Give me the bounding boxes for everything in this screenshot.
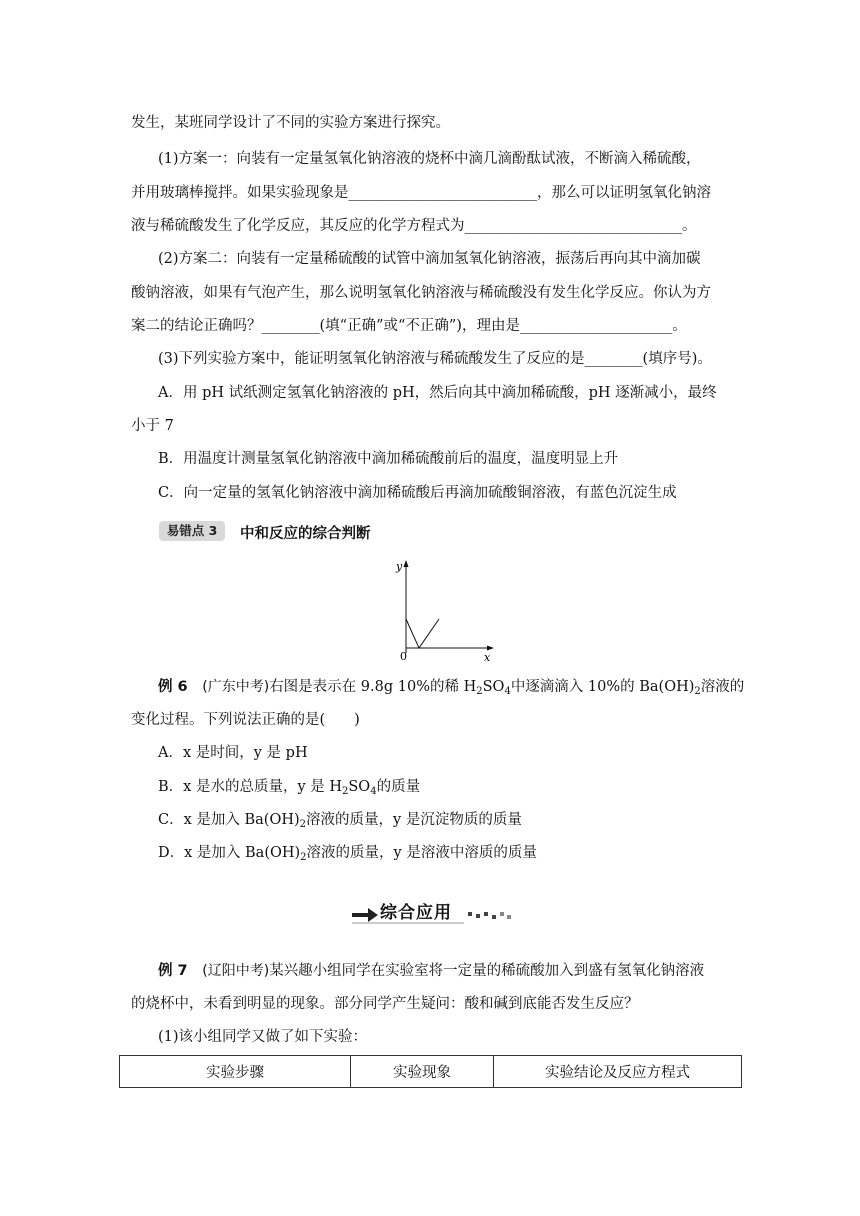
option-a-line-1: A．用 pH 试纸测定氢氧化钠溶液的 pH，然后向其中滴加稀硫酸，pH 逐渐减小，最终 [158,385,717,401]
x-axis-label: x [484,651,491,664]
example6-text-a: 右图是表示在 9.8g 10%的稀 H [269,679,477,695]
q2-line-2: 酸钠溶液，如果有气泡产生，那么说明氢氧化钠溶液与稀硫酸没有发生化学反应。你认为方 [131,285,711,301]
example6-source: (广东中考) [202,679,270,695]
sub: 2 [476,686,483,697]
sub: 4 [370,786,377,797]
sub: 4 [504,686,511,697]
opt-b-b: SO [348,779,371,795]
opt-c-b: 溶液的质量，y 是沉淀物质的质量 [306,812,522,828]
example7-number: 例 7 [158,963,188,979]
example7-source: (辽阳中考) [202,963,270,979]
option-c: C．向一定量的氢氧化钠溶液中滴加稀硫酸后再滴加硫酸铜溶液，有蓝色沉淀生成 [158,485,677,501]
example6-option-d [158,843,537,863]
opt-d-b: 溶液的质量，y 是溶液中溶质的质量 [306,845,537,861]
opt-c-a: C．x 是加入 Ba(OH) [158,812,300,828]
table-header-row [120,1056,742,1088]
example6-number: 例 6 [158,679,188,695]
opt-b-c: 的质量 [376,779,421,795]
opt-b-a: B．x 是水的总质量，y 是 H [158,779,342,795]
table-header-cell: 实验结论及反应方程式 [494,1056,742,1088]
example7-line-1 [158,961,704,981]
section-title: 中和反应的综合判断 [240,526,371,542]
sub: 2 [342,786,349,797]
opt-d-a: D．x 是加入 Ba(OH) [158,845,301,861]
example6-text-b: SO [482,679,505,695]
y-axis-label: y [396,560,403,573]
example7-line-3: (1)该小组同学又做了如下实验： [158,1029,368,1045]
example7-line-2: 的烧杯中，未看到明显的现象。部分同学产生疑问：酸和碱到底能否发生反应？ [131,996,639,1012]
q1-line-1: (1)方案一：向装有一定量氢氧化钠溶液的烧杯中滴几滴酚酞试液，不断滴入稀硫酸， [158,151,701,167]
q2-line-3: 案二的结论正确吗？________(填“正确”或“不正确”)，理由是_____________________。 [131,318,687,334]
graph-figure [390,558,500,664]
option-b: B．用温度计测量氢氧化钠溶液中滴加稀硫酸前后的温度，温度明显上升 [158,451,619,467]
experiment-table [119,1055,742,1088]
para-line-1: 发生，某班同学设计了不同的实验方案进行探究。 [131,115,450,131]
q1-line-3: 液与稀硫酸发生了化学反应，其反应的化学方程式为______________________________。 [131,218,697,234]
q2-line-1: (2)方案二：向装有一定量稀硫酸的试管中滴加氢氧化钠溶液，振荡后再向其中滴加碳 [158,251,701,267]
example6-text-d: 溶液的 [700,679,745,695]
section-tag: 易错点 3 [159,521,225,541]
option-a-line-2: 小于 7 [131,418,174,434]
sub: 2 [300,852,307,863]
example6-option-b [158,777,420,797]
origin-label: 0 [400,650,407,663]
example6-option-c [158,810,522,830]
q1-line-2: 并用玻璃棒搅拌。如果实验现象是__________________________，那么可以证明氢氧化钠溶 [131,185,711,201]
example6-text-c: 中逐滴滴入 10%的 Ba(OH) [510,679,695,695]
example6-option-a: A．x 是时间，y 是 pH [158,745,308,761]
sub: 2 [299,819,307,830]
table-header-cell: 实验现象 [351,1056,494,1088]
example6-line-1 [158,677,744,697]
example7-text: 某兴趣小组同学在实验室将一定量的稀硫酸加入到盛有氢氧化钠溶液 [269,963,705,979]
q3-line: (3)下列实验方案中，能证明氢氧化钠溶液与稀硫酸发生了反应的是________(填序号)。 [158,351,712,367]
sub: 2 [694,686,701,697]
example6-line-2: 变化过程。下列说法正确的是( ) [131,712,360,728]
section-banner-title: 综合应用 [380,903,452,923]
table-header-cell: 实验步骤 [120,1056,351,1088]
